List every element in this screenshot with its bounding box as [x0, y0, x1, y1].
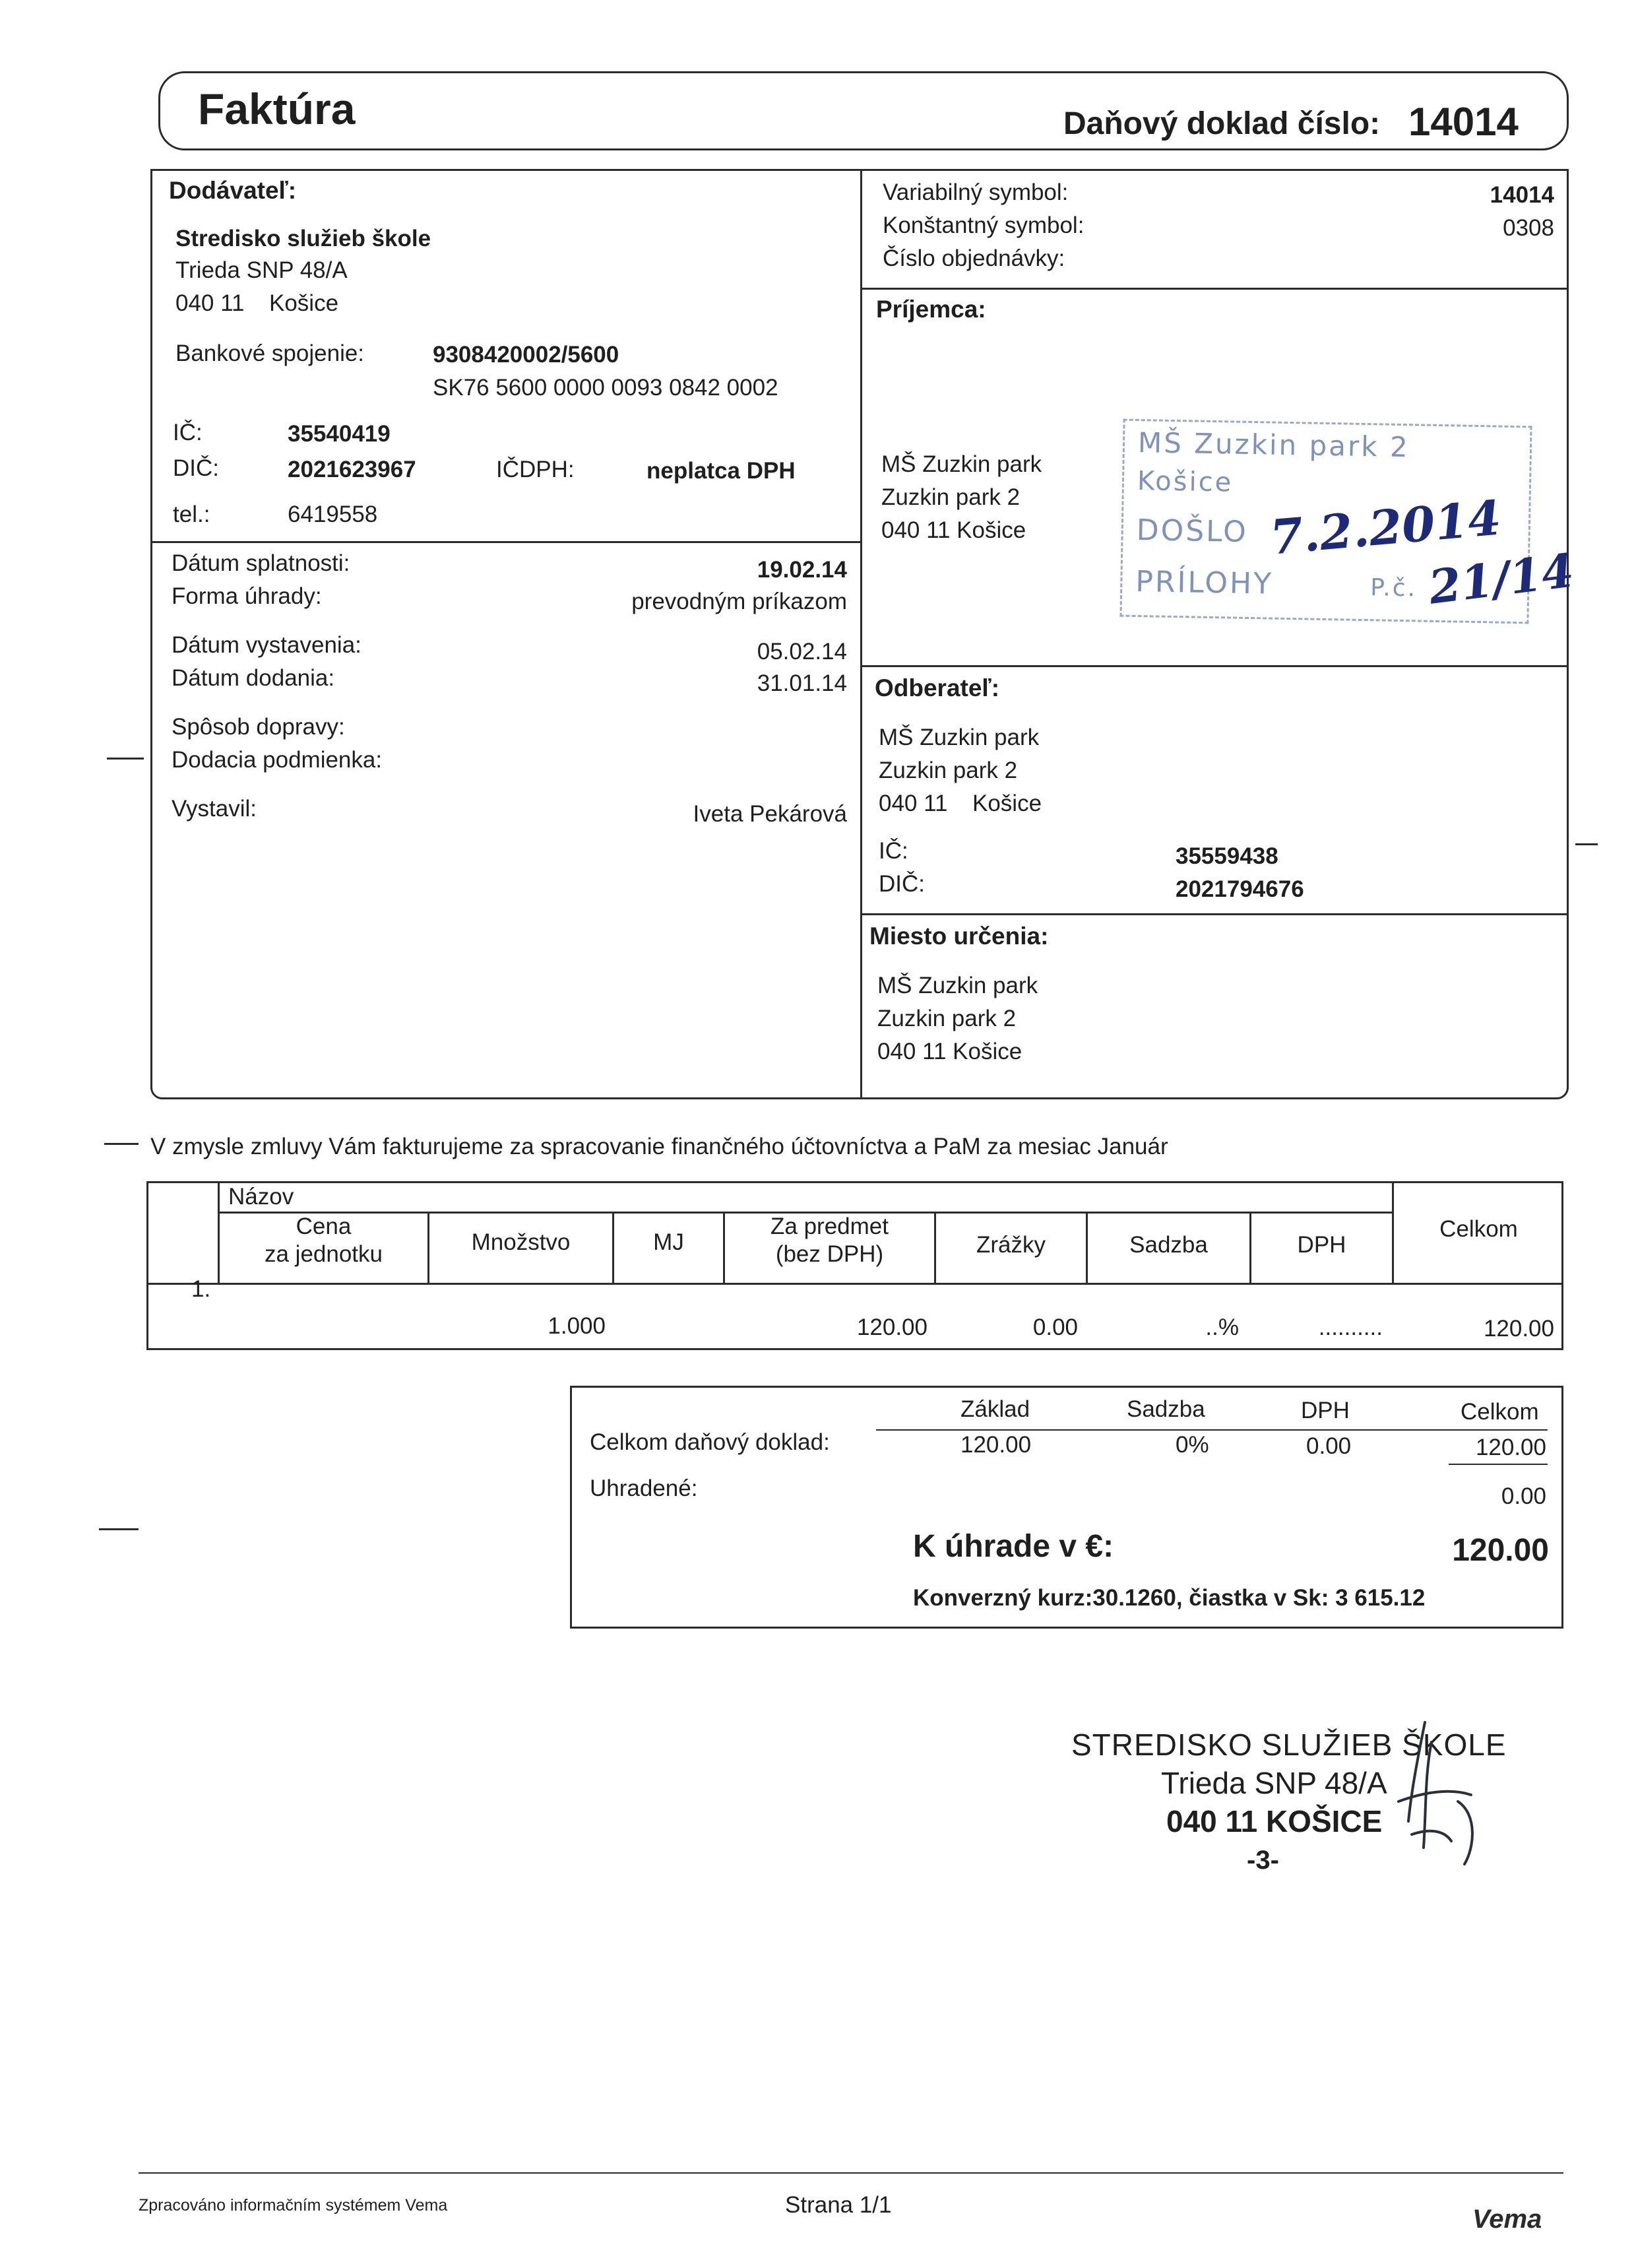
stamp-line-3: DOŠLO — [1136, 513, 1249, 549]
col-qty: Množstvo — [471, 1229, 571, 1255]
doc-number-label: Daňový doklad číslo: — [1063, 106, 1381, 141]
col-unit-price-line-2: za jednotku — [264, 1241, 383, 1267]
margin-mark-left-1 — [107, 758, 144, 760]
summary-due-label: K úhrade v €: — [913, 1529, 1114, 1564]
order-number-label: Číslo objednávky: — [883, 245, 1065, 271]
divider-symbols-recipient — [860, 288, 1569, 290]
col-vat: DPH — [1297, 1232, 1346, 1258]
transport-label: Spôsob dopravy: — [172, 714, 345, 740]
page-title: Faktúra — [198, 84, 356, 133]
summary-h-rate: Sadzba — [1127, 1396, 1205, 1422]
row-rate: ..% — [1205, 1314, 1239, 1340]
due-date-label: Dátum splatnosti: — [172, 550, 350, 576]
stamp-line-4: PRÍLOHY — [1135, 564, 1274, 601]
constant-symbol: 0308 — [1503, 215, 1554, 241]
row-number: 1. — [191, 1276, 211, 1302]
signature-stamp-line-1: STREDISKO SLUŽIEB ŠKOLE — [1071, 1728, 1507, 1762]
customer-dic: 2021794676 — [1176, 876, 1304, 902]
destination-name: MŠ Zuzkin park — [877, 973, 1038, 998]
intro-text: V zmysle zmluvy Vám fakturujeme za spracovanie finančného účtovníctva a PaM za mesiac Január — [150, 1134, 1168, 1159]
signature-stamp-line-3: 040 11 KOŠICE — [1166, 1804, 1383, 1838]
supplier-ic: 35540419 — [288, 421, 391, 447]
divider-recipient-customer — [860, 665, 1569, 667]
col-subject-line-1: Za predmet — [771, 1214, 889, 1239]
stamp-date-handwritten: 7.2.2014 — [1267, 489, 1503, 566]
summary-h-base: Základ — [960, 1396, 1030, 1422]
summary-paid: 0.00 — [1501, 1483, 1546, 1509]
summary-total-underline — [1449, 1464, 1548, 1465]
receipt-stamp — [1119, 419, 1577, 624]
customer-ic-label: IČ: — [879, 838, 908, 864]
conversion-sk-amount: 3 615.12 — [1335, 1585, 1426, 1611]
summary-rate: 0% — [1176, 1432, 1209, 1458]
summary-total: 120.00 — [1475, 1435, 1546, 1460]
customer-heading: Odberateľ: — [875, 674, 1000, 701]
issued-by-label: Vystavil: — [172, 796, 257, 822]
table-hdr-line-2 — [146, 1283, 1563, 1285]
customer-zip: 040 11 — [879, 791, 948, 816]
row-qty: 1.000 — [548, 1313, 606, 1339]
col-mj: MJ — [653, 1229, 684, 1255]
summary-paid-label: Uhradené: — [590, 1475, 698, 1501]
supplier-ic-label: IČ: — [173, 420, 203, 445]
supplier-icdph-label: IČDPH: — [496, 457, 575, 482]
bank-account: 9308420002/5600 — [433, 342, 619, 368]
supplier-city: Košice — [269, 290, 339, 316]
divider-supplier-dates — [150, 541, 862, 543]
supplier-dic-label: DIČ: — [173, 455, 219, 481]
conversion-line — [913, 1585, 1425, 1611]
supplier-name: Stredisko služieb škole — [175, 226, 431, 251]
bank-label: Bankové spojenie: — [175, 340, 365, 366]
divider-customer-destination — [860, 913, 1569, 915]
summary-due: 120.00 — [1452, 1533, 1549, 1568]
footer-logo: Vema — [1472, 2205, 1542, 2234]
supplier-street: Trieda SNP 48/A — [175, 257, 348, 283]
customer-street: Zuzkin park 2 — [879, 758, 1018, 783]
destination-street: Zuzkin park 2 — [877, 1006, 1017, 1031]
summary-total-label: Celkom daňový doklad: — [590, 1429, 830, 1455]
summary-h-vat: DPH — [1301, 1398, 1350, 1423]
conversion-rate: 30.1260 — [1092, 1585, 1176, 1611]
destination-city: 040 11 Košice — [877, 1039, 1022, 1064]
col-name: Názov — [228, 1184, 294, 1210]
due-date: 19.02.14 — [757, 557, 847, 583]
divider-vertical — [860, 169, 862, 1099]
stamp-line-2: Košice — [1137, 466, 1234, 498]
footer-rule — [139, 2172, 1563, 2174]
signature-scribble — [1385, 1716, 1484, 1867]
variable-symbol: 14014 — [1490, 182, 1554, 208]
col-discount: Zrážky — [976, 1232, 1046, 1258]
recipient-name: MŠ Zuzkin park — [881, 451, 1042, 477]
footer-system: Zpracováno informačním systémem Vema — [139, 2196, 448, 2215]
customer-dic-label: DIČ: — [879, 871, 925, 897]
row-total: 120.00 — [1483, 1316, 1554, 1342]
customer-name: MŠ Zuzkin park — [879, 725, 1040, 750]
summary-h-total: Celkom — [1461, 1399, 1539, 1425]
margin-mark-intro — [104, 1143, 139, 1145]
summary-base: 120.00 — [960, 1432, 1032, 1458]
issued-by: Iveta Pekárová — [693, 801, 847, 827]
constant-symbol-label: Konštantný symbol: — [883, 212, 1085, 238]
col-rate: Sadzba — [1129, 1232, 1208, 1258]
signature-stamp-line-2: Trieda SNP 48/A — [1161, 1766, 1387, 1800]
conversion-label: Konverzný kurz: — [913, 1585, 1093, 1611]
signature-stamp-line-4: -3- — [1247, 1846, 1279, 1875]
margin-mark-right — [1575, 843, 1598, 845]
info-frame — [150, 169, 1569, 1099]
issue-date: 05.02.14 — [757, 639, 847, 664]
summary-vat: 0.00 — [1306, 1433, 1352, 1459]
supplier-tel: 6419558 — [288, 502, 378, 527]
delivery-date-label: Dátum dodania: — [172, 665, 335, 691]
customer-city: Košice — [972, 791, 1042, 816]
supplier-heading: Dodávateľ: — [169, 177, 297, 204]
payment-form: prevodným príkazom — [631, 589, 847, 614]
col-total: Celkom — [1439, 1216, 1518, 1242]
col-subject — [725, 1213, 934, 1268]
row-vat: .......... — [1318, 1314, 1383, 1340]
col-subject-line-2: (bez DPH) — [775, 1241, 884, 1267]
supplier-tel-label: tel.: — [173, 502, 210, 527]
margin-mark-left-2 — [99, 1528, 139, 1530]
recipient-city: 040 11 Košice — [881, 517, 1026, 543]
conversion-sk-label: , čiastka v Sk: — [1176, 1585, 1329, 1611]
footer-page: Strana 1/1 — [785, 2192, 892, 2218]
delivery-date: 31.01.14 — [757, 670, 847, 696]
variable-symbol-label: Variabilný symbol: — [883, 179, 1069, 205]
issue-date-label: Dátum vystavenia: — [172, 632, 362, 658]
doc-number: 14014 — [1408, 100, 1519, 144]
payment-form-label: Forma úhrady: — [172, 583, 322, 609]
supplier-zip: 040 11 — [175, 290, 245, 316]
col-unit-price — [220, 1213, 427, 1268]
bank-iban: SK76 5600 0000 0093 0842 0002 — [433, 375, 778, 401]
recipient-street: Zuzkin park 2 — [881, 484, 1021, 510]
stamp-line-1: MŠ Zuzkin park 2 — [1137, 426, 1410, 464]
supplier-dic: 2021623967 — [288, 457, 416, 482]
summary-hdr-line — [876, 1429, 1548, 1431]
recipient-heading: Príjemca: — [876, 296, 986, 323]
row-discount: 0.00 — [1032, 1314, 1078, 1340]
stamp-number-handwritten: 21/14 — [1426, 542, 1577, 615]
row-subject: 120.00 — [856, 1314, 928, 1340]
col-unit-price-line-1: Cena — [296, 1214, 352, 1239]
terms-label: Dodacia podmienka: — [172, 747, 383, 773]
supplier-icdph: neplatca DPH — [646, 458, 796, 484]
customer-ic: 35559438 — [1176, 843, 1278, 869]
stamp-number-prefix: P.č. — [1369, 574, 1418, 602]
destination-heading: Miesto určenia: — [869, 923, 1049, 950]
